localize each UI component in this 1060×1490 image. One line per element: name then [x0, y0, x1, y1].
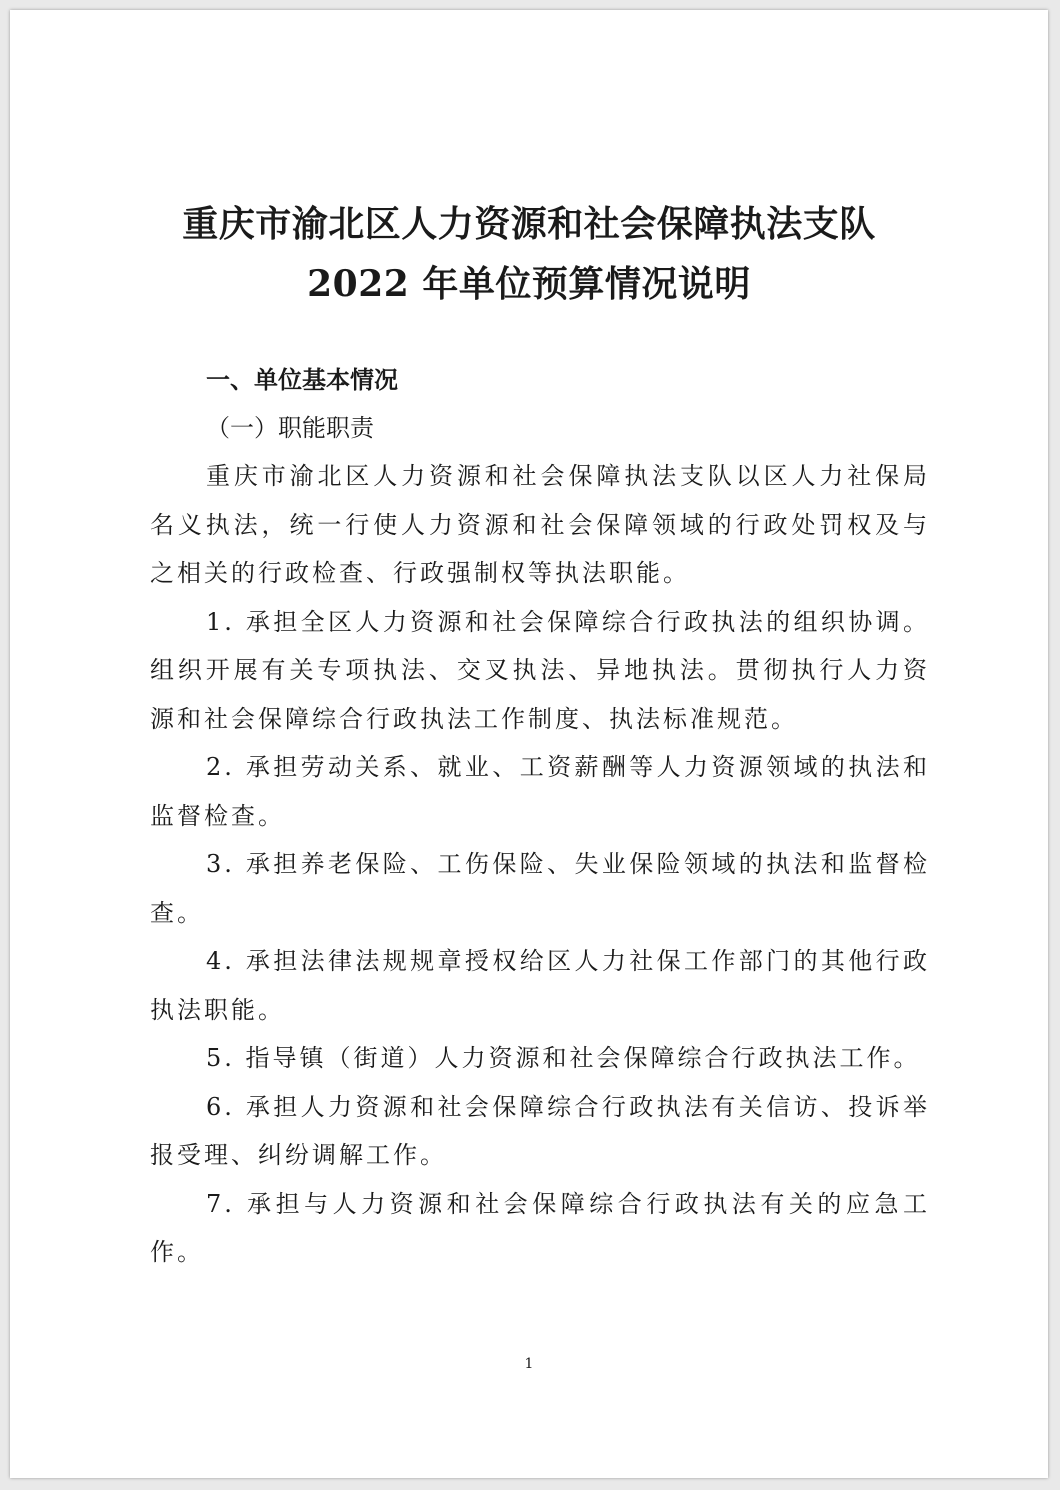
- duty-item-6: 6. 承担人力资源和社会保障综合行政执法有关信访、投诉举报受理、纠纷调解工作。: [150, 1092, 930, 1169]
- intro-paragraph: 重庆市渝北区人力资源和社会保障执法支队以区人力社保局名义执法，统一行使人力资源和社会保障领域的行政处罚权及与之相关的行政检查、行政强制权等执法职能。: [150, 462, 930, 587]
- section-heading: 一、单位基本情况: [206, 366, 398, 394]
- duty-item-7: 7. 承担与人力资源和社会保障综合行政执法有关的应急工作。: [150, 1189, 930, 1266]
- duty-item-1: 1. 承担全区人力资源和社会保障综合行政执法的组织协调。组织开展有关专项执法、交叉执法、异地执法。贯彻执行人力资源和社会保障综合行政执法工作制度、执法标准规范。: [150, 607, 930, 733]
- document-body: [150, 356, 930, 1277]
- duty-item-4: 4. 承担法律法规规章授权给区人力社保工作部门的其他行政执法职能。: [150, 947, 930, 1024]
- document-title-line-2: 2022 年单位预算情况说明: [307, 263, 751, 305]
- page-number: 1: [524, 1356, 534, 1372]
- duty-item-5: 5. 指导镇（街道）人力资源和社会保障综合行政执法工作。: [206, 1044, 921, 1072]
- duty-item-2: 2. 承担劳动关系、就业、工资薪酬等人力资源领域的执法和监督检查。: [150, 753, 930, 830]
- sub-heading: （一）职能职责: [206, 414, 374, 442]
- duty-item-3: 3. 承担养老保险、工伤保险、失业保险领域的执法和监督检查。: [150, 850, 930, 927]
- document-page: [10, 10, 1048, 1478]
- document-title-line-1: 重庆市渝北区人力资源和社会保障执法支队: [182, 203, 876, 245]
